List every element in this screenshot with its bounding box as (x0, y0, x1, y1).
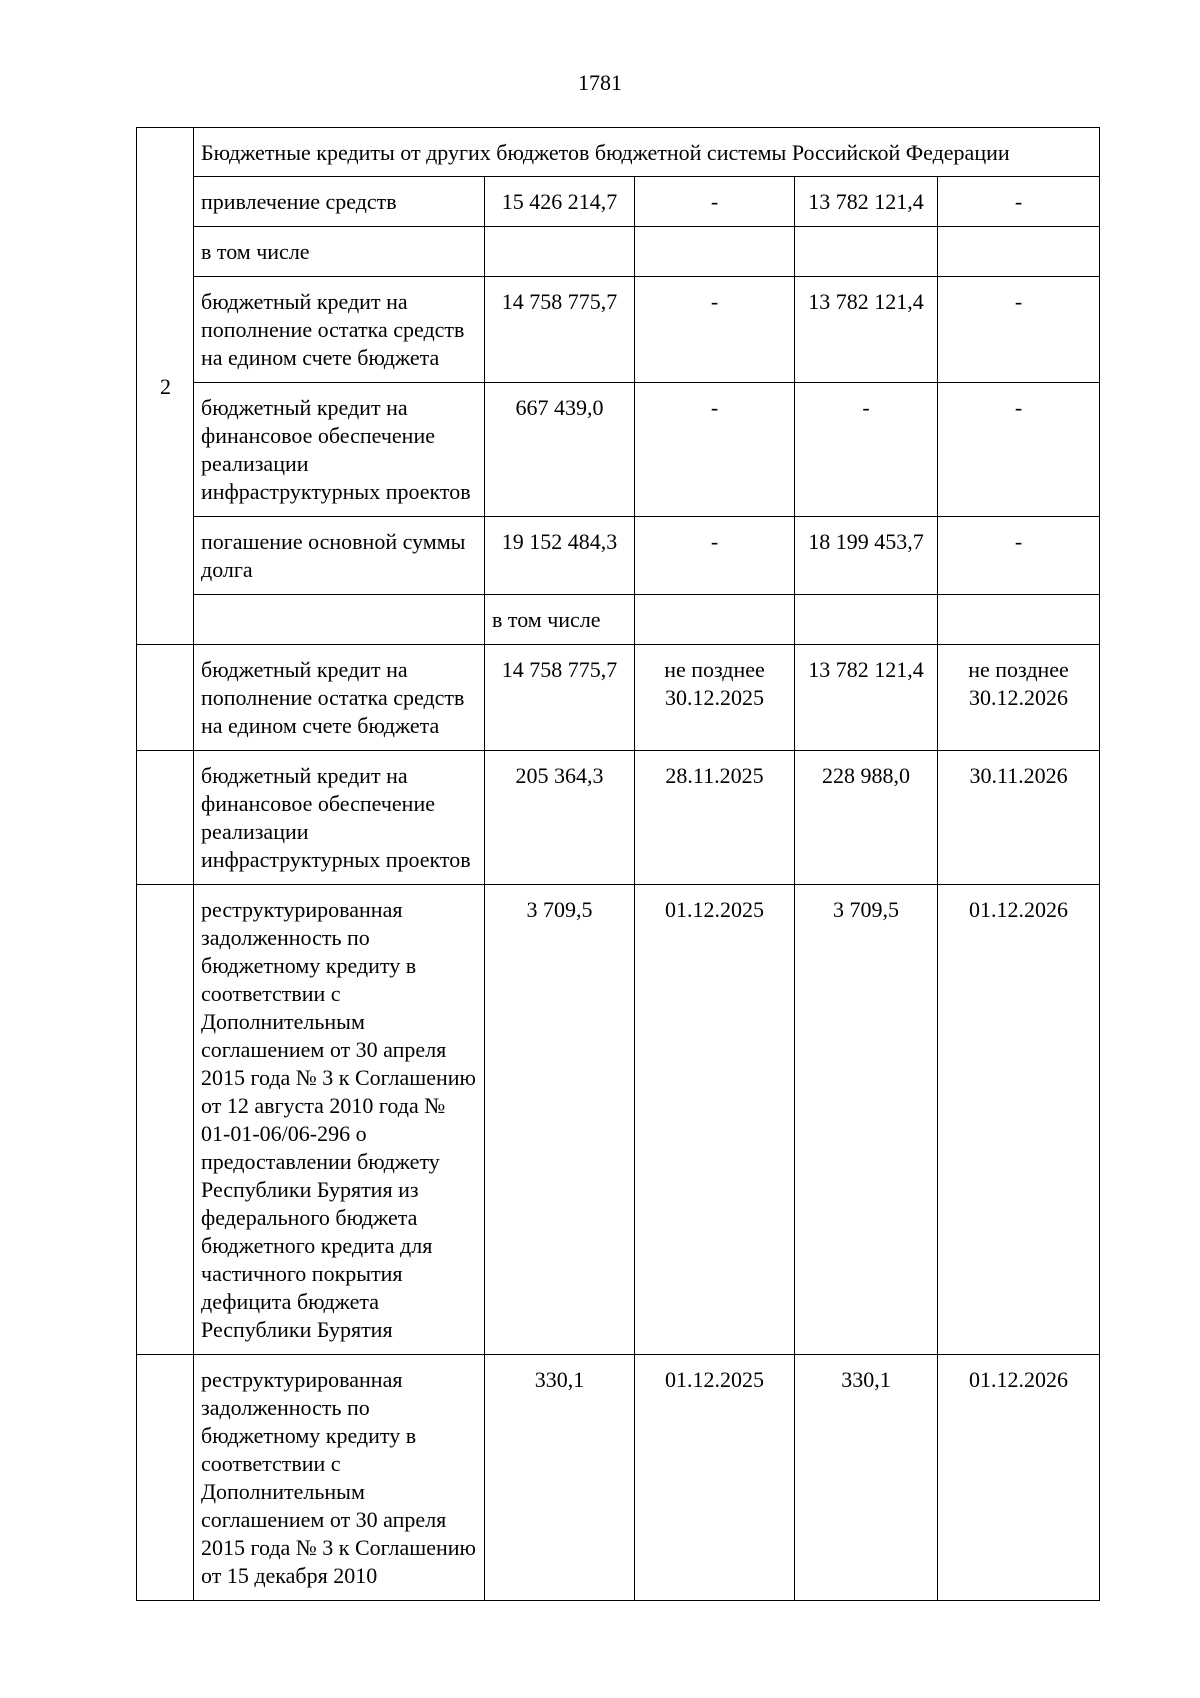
amount-2026: 3 709,5 (833, 897, 899, 922)
amount-2025: 330,1 (534, 1367, 585, 1392)
due-date-2026: - (1014, 529, 1023, 554)
row-description: в том числе (194, 227, 485, 277)
section-number-cell (137, 128, 194, 645)
table-row (137, 885, 1100, 1355)
amount-2026: 13 782 121,4 (808, 189, 924, 214)
due-date-2025: 28.11.2025 (665, 763, 764, 788)
empty-number-cell (194, 595, 485, 645)
amount-2025-cell (485, 517, 635, 595)
table-row (137, 595, 1100, 645)
due-date-2026: - (1014, 395, 1023, 420)
table-row (137, 277, 1100, 383)
due-date-2025: не позднее 30.12.2025 (664, 657, 765, 710)
due-date-2025-cell (635, 177, 795, 227)
due-date-2026: - (1014, 289, 1023, 314)
due-date-2026: не позднее 30.12.2026 (968, 657, 1069, 710)
due-date-2026: 30.11.2026 (969, 763, 1068, 788)
row-description: реструктурированная задолженность по бюджетному кредиту в соответствии с Дополнительным соглашением от 30 апреля 2015 года № 3 к Соглашению от 12 августа 2010 года № 01-01-06/06-296 о предоставлении бюджету Республики Бурятия из федерального бюджета бюджетного кредита для частичного покрытия дефицита бюджета Республики Бурятия (194, 885, 485, 1355)
amount-2025-cell (485, 383, 635, 517)
amount-2026: 228 988,0 (822, 763, 910, 788)
due-date-2025-cell (635, 1355, 795, 1601)
table-row (137, 645, 1100, 751)
amount-2025: 205 364,3 (515, 763, 604, 788)
due-date-2025: 01.12.2025 (665, 1367, 764, 1392)
amount-2026: 13 782 121,4 (808, 657, 924, 682)
due-date-2026-cell (938, 751, 1100, 885)
amount-2026-cell (795, 885, 938, 1355)
due-date-2026: 01.12.2026 (969, 1367, 1069, 1392)
due-date-2026-cell (938, 383, 1100, 517)
due-date-2025: - (710, 189, 719, 214)
due-date-2025-cell (635, 227, 795, 277)
due-date-2025: - (710, 395, 719, 420)
amount-2026-cell (795, 277, 938, 383)
empty-number-cell (137, 885, 194, 1355)
row-description: бюджетный кредит на финансовое обеспечение реализации инфраструктурных проектов (194, 383, 485, 517)
due-date-2026-cell (938, 1355, 1100, 1601)
amount-2026-cell (795, 751, 938, 885)
table-row (137, 177, 1100, 227)
due-date-2026-cell (938, 517, 1100, 595)
budget-credits-table (136, 127, 1100, 1601)
amount-2025-cell (485, 1355, 635, 1601)
due-date-2026-cell (938, 177, 1100, 227)
due-date-2025-cell (635, 751, 795, 885)
due-date-2025-cell (635, 383, 795, 517)
empty-number-cell (137, 645, 194, 751)
row-description: бюджетный кредит на пополнение остатка средств на едином счете бюджета (194, 277, 485, 383)
due-date-2026-cell (938, 277, 1100, 383)
amount-2026-cell (795, 227, 938, 277)
amount-2026-cell (795, 177, 938, 227)
due-date-2025-cell (635, 517, 795, 595)
empty-number-cell (137, 751, 194, 885)
table-row (137, 1355, 1100, 1601)
amount-2025: 3 709,5 (526, 897, 593, 922)
row-description: бюджетный кредит на финансовое обеспечение реализации инфраструктурных проектов (194, 751, 485, 885)
amount-2026: 18 199 453,7 (808, 529, 924, 554)
table-row (137, 517, 1100, 595)
amount-2025-cell (485, 277, 635, 383)
amount-2026-cell (795, 517, 938, 595)
amount-2025: 19 152 484,3 (501, 529, 618, 554)
amount-2025-cell (485, 177, 635, 227)
section-title: Бюджетные кредиты от других бюджетов бюджетной системы Российской Федерации (194, 128, 1100, 177)
due-date-2025-cell (635, 885, 795, 1355)
amount-2025: 667 439,0 (515, 395, 604, 420)
amount-2026-cell (938, 595, 1100, 645)
row-description: погашение основной суммы долга (194, 517, 485, 595)
row-description: бюджетный кредит на пополнение остатка средств на едином счете бюджета (194, 645, 485, 751)
section-number: 2 (160, 373, 171, 399)
table-row (137, 227, 1100, 277)
due-date-2026-cell (938, 645, 1100, 751)
due-date-2025-cell (795, 595, 938, 645)
due-date-2026-cell (938, 227, 1100, 277)
row-description: в том числе (485, 595, 635, 645)
amount-2025-cell (485, 885, 635, 1355)
due-date-2025: - (710, 529, 719, 554)
row-description: привлечение средств (194, 177, 485, 227)
amount-2026-cell (795, 645, 938, 751)
page-number: 1781 (578, 70, 622, 95)
section-header-row (137, 128, 1100, 177)
table-row (137, 751, 1100, 885)
amount-2025-cell (485, 645, 635, 751)
amount-2026-cell (795, 383, 938, 517)
amount-2025: 15 426 214,7 (501, 189, 618, 214)
due-date-2025-cell (635, 277, 795, 383)
table-row (137, 383, 1100, 517)
amount-2025: 14 758 775,7 (501, 289, 618, 314)
due-date-2026-cell (938, 885, 1100, 1355)
due-date-2026: - (1014, 189, 1023, 214)
amount-2025: 14 758 775,7 (501, 657, 618, 682)
amount-2025-cell (485, 227, 635, 277)
due-date-2025: 01.12.2025 (665, 897, 764, 922)
amount-2026: 13 782 121,4 (808, 289, 924, 314)
amount-2025-cell (485, 751, 635, 885)
empty-number-cell (137, 1355, 194, 1601)
row-description: реструктурированная задолженность по бюджетному кредиту в соответствии с Дополнительным соглашением от 30 апреля 2015 года № 3 к Соглашению от 15 декабря 2010 (194, 1355, 485, 1601)
amount-2025-cell (635, 595, 795, 645)
due-date-2025-cell (635, 645, 795, 751)
due-date-2026: 01.12.2026 (969, 897, 1069, 922)
amount-2026-cell (795, 1355, 938, 1601)
amount-2026: 330,1 (841, 1367, 891, 1392)
due-date-2025: - (710, 289, 719, 314)
amount-2026: - (862, 395, 870, 420)
